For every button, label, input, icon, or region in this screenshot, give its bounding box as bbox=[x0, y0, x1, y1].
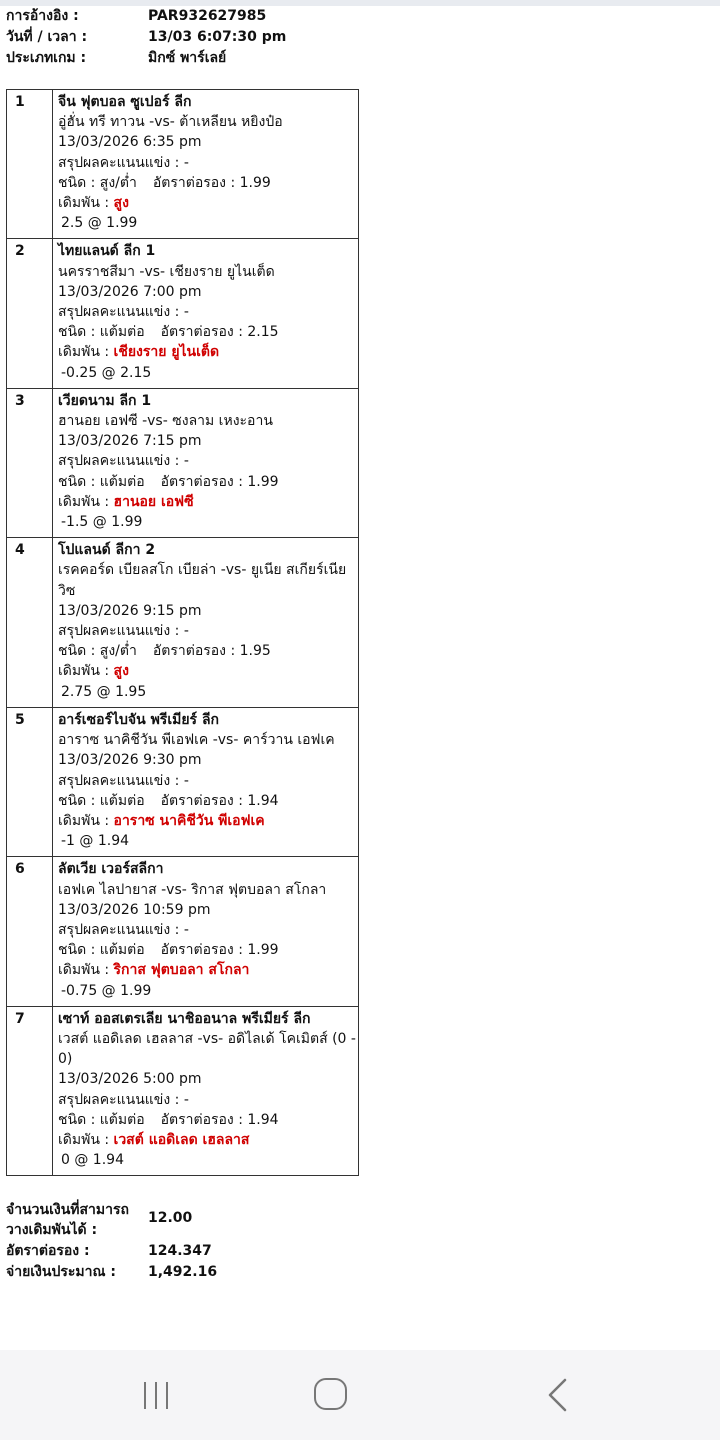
score-summary: สรุปผลคะแนนแข่ง : - bbox=[58, 453, 189, 470]
match-datetime: 13/03/2026 7:00 pm bbox=[58, 283, 202, 300]
handicap-line: -1.5 @ 1.99 bbox=[61, 514, 143, 531]
bet-number: 2 bbox=[7, 239, 53, 388]
odds-label: อัตราต่อรอง : bbox=[160, 942, 248, 959]
stake-selection-value: เวสต์ แอดิเลด เฮลลาส bbox=[113, 1131, 250, 1148]
bet-type-value: แต้มต่อ bbox=[99, 942, 145, 959]
bet-type-label: ชนิด : bbox=[58, 643, 100, 660]
score-summary: สรุปผลคะแนนแข่ง : - bbox=[58, 623, 189, 640]
stake-label: เดิมพัน : bbox=[58, 344, 114, 361]
payout-label: จ่ายเงินประมาณ : bbox=[6, 1264, 116, 1280]
match-datetime: 13/03/2026 9:15 pm bbox=[58, 602, 202, 619]
match-teams: อาราซ นาคิชีวัน พีเอฟเค -vs- คาร์วาน เอฟเค bbox=[58, 732, 335, 749]
odds-value: 1.99 bbox=[247, 942, 279, 959]
bet-number: 1 bbox=[7, 90, 53, 239]
match-datetime: 13/03/2026 6:35 pm bbox=[58, 134, 202, 151]
match-datetime: 13/03/2026 9:30 pm bbox=[58, 752, 202, 769]
bet-details bbox=[53, 857, 359, 1006]
back-icon[interactable] bbox=[532, 1376, 592, 1416]
odds-value: 1.95 bbox=[239, 643, 271, 660]
odds-value: 1.94 bbox=[247, 792, 279, 809]
stake-selection-value: ริกาส ฟุตบอลา สโกลา bbox=[113, 962, 250, 979]
bet-row bbox=[7, 388, 359, 537]
bet-number: 7 bbox=[7, 1006, 53, 1176]
stake-selection bbox=[58, 661, 358, 681]
game-type-value: มิกซ์ พาร์เลย์ bbox=[148, 50, 227, 66]
bet-type-odds bbox=[58, 940, 358, 960]
score-summary: สรุปผลคะแนนแข่ง : - bbox=[58, 304, 189, 321]
bet-details bbox=[53, 538, 359, 708]
bet-type-value: แต้มต่อ bbox=[99, 324, 145, 341]
payout-value: 1,492.16 bbox=[148, 1264, 218, 1280]
league-name: เซาท์ ออสเตรเลีย นาชิออนาล พรีเมียร์ ลีก bbox=[58, 1010, 311, 1027]
bet-type-value: สูง/ต่ำ bbox=[99, 643, 137, 660]
match-teams: เรคคอร์ด เบียลสโก เบียล่า -vs- ยูเนีย สเกียร์เนียวิซ bbox=[58, 562, 347, 599]
bet-type-value: สูง/ต่ำ bbox=[99, 174, 137, 191]
match-datetime: 13/03/2026 7:15 pm bbox=[58, 433, 202, 450]
stake-selection bbox=[58, 960, 358, 980]
bet-details bbox=[53, 239, 359, 388]
match-teams: เวสต์ แอดิเลด เฮลลาส -vs- อดิไลเด้ โคเมิตส์ (0 - 0) bbox=[58, 1030, 356, 1068]
bet-type-odds bbox=[58, 641, 358, 661]
bets-table bbox=[6, 89, 359, 1176]
stake-label: เดิมพัน : bbox=[58, 663, 114, 680]
bet-details bbox=[53, 90, 359, 239]
bet-type-label: ชนิด : bbox=[58, 1111, 100, 1128]
bet-row bbox=[7, 1006, 359, 1176]
score-summary: สรุปผลคะแนนแข่ง : - bbox=[58, 154, 189, 171]
league-name: ลัตเวีย เวอร์สลีกา bbox=[58, 861, 164, 878]
stake-label: เดิมพัน : bbox=[58, 962, 114, 979]
stake-selection-value: สูง bbox=[113, 195, 129, 212]
stake-selection bbox=[58, 342, 358, 362]
match-datetime: 13/03/2026 10:59 pm bbox=[58, 901, 211, 918]
match-teams: อู่ฮั่น ทรี ทาวน -vs- ต้าเหลียน หยิงป๋อ bbox=[58, 114, 283, 131]
bet-details bbox=[53, 707, 359, 856]
handicap-line: -0.75 @ 1.99 bbox=[61, 982, 152, 999]
stake-selection bbox=[58, 193, 358, 213]
league-name: อาร์เซอร์ไบจัน พรีเมียร์ ลีก bbox=[58, 711, 219, 728]
reference-value: PAR932627985 bbox=[148, 8, 267, 24]
stake-selection-value: อาราซ นาคิชีวัน พีเอฟเค bbox=[113, 812, 265, 829]
odds-value: 1.99 bbox=[247, 473, 279, 490]
bet-number: 3 bbox=[7, 388, 53, 537]
league-name: จีน ฟุตบอล ซูเปอร์ ลีก bbox=[58, 94, 192, 110]
match-teams: ฮานอย เอฟซี -vs- ซงลาม เหงะอาน bbox=[58, 413, 273, 430]
stake-label: เดิมพัน : bbox=[58, 493, 114, 510]
bet-type-label: ชนิด : bbox=[58, 942, 100, 959]
bet-row bbox=[7, 239, 359, 388]
odds-value: 1.99 bbox=[239, 174, 271, 191]
bet-row bbox=[7, 538, 359, 708]
home-icon[interactable] bbox=[313, 1376, 373, 1416]
datetime-value: 13/03 6:07:30 pm bbox=[148, 29, 287, 45]
stake-selection bbox=[58, 811, 358, 831]
match-teams: เอฟเค ไลปายาส -vs- ริกาส ฟุตบอลา สโกลา bbox=[58, 881, 327, 898]
total-odds-label: อัตราต่อรอง : bbox=[6, 1243, 90, 1259]
bet-row bbox=[7, 707, 359, 856]
score-summary: สรุปผลคะแนนแข่ง : - bbox=[58, 921, 189, 938]
datetime-label: วันที่ / เวลา : bbox=[6, 29, 88, 45]
handicap-line: 0 @ 1.94 bbox=[61, 1152, 124, 1169]
reference-label: การอ้างอิง : bbox=[6, 8, 79, 24]
score-summary: สรุปผลคะแนนแข่ง : - bbox=[58, 772, 189, 789]
bet-type-value: แต้มต่อ bbox=[99, 1111, 145, 1128]
match-teams: นครราชสีมา -vs- เชียงราย ยูไนเต็ด bbox=[58, 263, 275, 280]
stake-selection bbox=[58, 492, 358, 512]
bet-row bbox=[7, 90, 359, 239]
system-navigation-bar bbox=[0, 1350, 720, 1440]
bet-details bbox=[53, 1006, 359, 1176]
bet-type-label: ชนิด : bbox=[58, 792, 100, 809]
odds-label: อัตราต่อรอง : bbox=[152, 643, 240, 660]
bet-type-value: แต้มต่อ bbox=[99, 792, 145, 809]
stake-selection bbox=[58, 1130, 358, 1150]
bet-details bbox=[53, 388, 359, 537]
stake-selection-value: เชียงราย ยูไนเต็ด bbox=[113, 344, 220, 361]
handicap-line: -0.25 @ 2.15 bbox=[61, 364, 152, 381]
available-stake-value: 12.00 bbox=[148, 1210, 193, 1226]
stake-label: เดิมพัน : bbox=[58, 812, 114, 829]
game-type-label: ประเภทเกม : bbox=[6, 50, 87, 66]
bet-number: 6 bbox=[7, 857, 53, 1006]
bet-type-label: ชนิด : bbox=[58, 324, 100, 341]
bet-number: 4 bbox=[7, 538, 53, 708]
bet-type-odds bbox=[58, 472, 358, 492]
odds-label: อัตราต่อรอง : bbox=[160, 324, 248, 341]
odds-value: 1.94 bbox=[247, 1111, 279, 1128]
match-datetime: 13/03/2026 5:00 pm bbox=[58, 1071, 202, 1088]
bet-type-odds bbox=[58, 791, 358, 811]
total-odds-value: 124.347 bbox=[148, 1243, 212, 1259]
bet-row bbox=[7, 857, 359, 1006]
handicap-line: 2.5 @ 1.99 bbox=[61, 215, 138, 232]
stake-label: เดิมพัน : bbox=[58, 195, 114, 212]
bet-type-value: แต้มต่อ bbox=[99, 473, 145, 490]
bet-type-label: ชนิด : bbox=[58, 174, 100, 191]
bet-type-label: ชนิด : bbox=[58, 473, 100, 490]
handicap-line: -1 @ 1.94 bbox=[61, 833, 130, 850]
recent-apps-icon[interactable] bbox=[126, 1376, 186, 1416]
stake-label: เดิมพัน : bbox=[58, 1131, 114, 1148]
handicap-line: 2.75 @ 1.95 bbox=[61, 683, 147, 700]
bet-type-odds bbox=[58, 1110, 358, 1130]
odds-label: อัตราต่อรอง : bbox=[160, 473, 248, 490]
available-stake-label: จำนวนเงินที่สามารถวางเดิมพันได้ : bbox=[6, 1202, 129, 1238]
league-name: ไทยแลนด์ ลีก 1 bbox=[58, 243, 156, 260]
league-name: เวียดนาม ลีก 1 bbox=[58, 392, 152, 409]
odds-label: อัตราต่อรอง : bbox=[160, 1111, 248, 1128]
stake-selection-value: ฮานอย เอฟซี bbox=[113, 493, 194, 510]
odds-label: อัตราต่อรอง : bbox=[160, 792, 248, 809]
score-summary: สรุปผลคะแนนแข่ง : - bbox=[58, 1091, 189, 1108]
stake-selection-value: สูง bbox=[113, 663, 129, 680]
bet-number: 5 bbox=[7, 707, 53, 856]
bet-type-odds bbox=[58, 322, 358, 342]
odds-value: 2.15 bbox=[247, 324, 279, 341]
league-name: โปแลนด์ ลีกา 2 bbox=[58, 542, 156, 559]
bet-type-odds bbox=[58, 173, 358, 193]
odds-label: อัตราต่อรอง : bbox=[152, 174, 240, 191]
